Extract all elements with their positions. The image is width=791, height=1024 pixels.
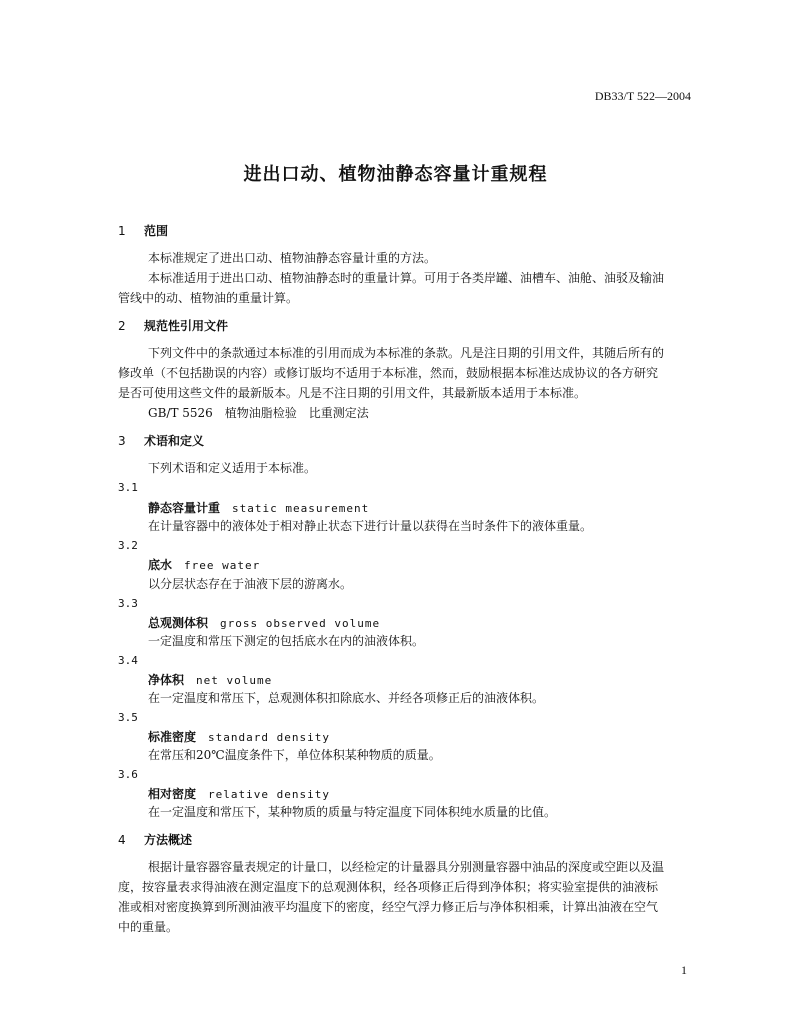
term-heading — [148, 672, 272, 689]
paragraph-continued: 管线中的动、植物油的重量计算。 — [118, 291, 299, 305]
term-en: gross observed volume — [220, 617, 381, 630]
paragraph: 下列术语和定义适用于本标准。 — [148, 461, 317, 475]
paragraph: 本标准规定了进出口动、植物油静态容量计重的方法。 — [148, 251, 437, 265]
term-definition: 以分层状态存在于油液下层的游离水。 — [148, 577, 353, 591]
normative-reference: GB/T 5526 植物油脂检验 比重测定法 — [148, 406, 369, 420]
term-cn: 静态容量计重 — [148, 501, 221, 515]
section-number: 2 — [118, 319, 126, 333]
term-definition: 一定温度和常压下测定的包括底水在内的油液体积。 — [148, 634, 425, 648]
page-number: 1 — [681, 963, 687, 977]
paragraph-continued: 是否可使用这些文件的最新版本。凡是不注日期的引用文件，其最新版本适用于本标准。 — [118, 386, 587, 400]
paragraph-continued: 准或相对密度换算到所测油液平均温度下的密度，经空气浮力修正后与净体积相乘，计算出油液在空气 — [118, 900, 659, 914]
section-number: 3 — [118, 434, 126, 448]
term-heading — [148, 615, 380, 632]
term-cn: 底水 — [148, 558, 173, 572]
term-number: 3.5 — [118, 711, 138, 724]
term-number: 3.3 — [118, 597, 138, 610]
section-title: 规范性引用文件 — [144, 319, 229, 333]
paragraph-continued: 中的重量。 — [118, 920, 179, 934]
paragraph: 根据计量容器容量表规定的计量口，以经检定的计量器具分别测量容器中油品的深度或空距以及温 — [148, 860, 665, 874]
standard-code: DB33/T 522—2004 — [594, 89, 691, 103]
term-en: net volume — [196, 674, 273, 687]
term-number: 3.4 — [118, 654, 138, 667]
section-number: 1 — [118, 224, 126, 238]
section-number: 4 — [118, 833, 126, 847]
term-heading — [148, 786, 330, 803]
term-cn: 净体积 — [148, 673, 185, 687]
term-en: free water — [184, 559, 261, 572]
paragraph: 本标准适用于进出口动、植物油静态时的重量计算。可用于各类岸罐、油槽车、油舱、油驳及输油 — [148, 271, 665, 285]
term-definition: 在常压和20℃温度条件下，单位体积某种物质的质量。 — [148, 748, 441, 762]
section-title: 术语和定义 — [144, 434, 205, 448]
term-definition: 在计量容器中的液体处于相对静止状态下进行计量以获得在当时条件下的液体重量。 — [148, 519, 593, 533]
section-heading-3 — [118, 433, 204, 449]
term-en: standard density — [208, 731, 330, 744]
term-number: 3.2 — [118, 539, 138, 552]
term-definition: 在一定温度和常压下，总观测体积扣除底水、并经各项修正后的油液体积。 — [148, 691, 545, 705]
paragraph-continued: 度，按容量表求得油液在测定温度下的总观测体积，经各项修正后得到净体积；将实验室提供的油液标 — [118, 880, 659, 894]
term-en: relative density — [208, 788, 330, 801]
term-en: static measurement — [232, 502, 370, 515]
term-number: 3.6 — [118, 768, 138, 781]
section-title: 范围 — [144, 224, 169, 238]
term-cn: 相对密度 — [148, 787, 197, 801]
term-heading — [148, 557, 260, 574]
term-definition: 在一定温度和常压下，某种物质的质量与特定温度下同体积纯水质量的比值。 — [148, 805, 557, 819]
section-heading-1 — [118, 223, 168, 239]
term-heading — [148, 729, 330, 746]
section-heading-2 — [118, 318, 228, 334]
paragraph: 下列文件中的条款通过本标准的引用而成为本标准的条款。凡是注日期的引用文件，其随后所有的 — [148, 346, 665, 360]
section-title: 方法概述 — [144, 833, 193, 847]
section-heading-4 — [118, 832, 192, 848]
document-title: 进出口动、植物油静态容量计重规程 — [243, 164, 548, 185]
paragraph-continued: 修改单（不包括勘误的内容）或修订版均不适用于本标准，然而，鼓励根据本标准达成协议的各方研究 — [118, 366, 659, 380]
term-number: 3.1 — [118, 481, 138, 494]
term-cn: 总观测体积 — [148, 616, 209, 630]
term-cn: 标准密度 — [148, 730, 197, 744]
term-heading — [148, 500, 369, 517]
